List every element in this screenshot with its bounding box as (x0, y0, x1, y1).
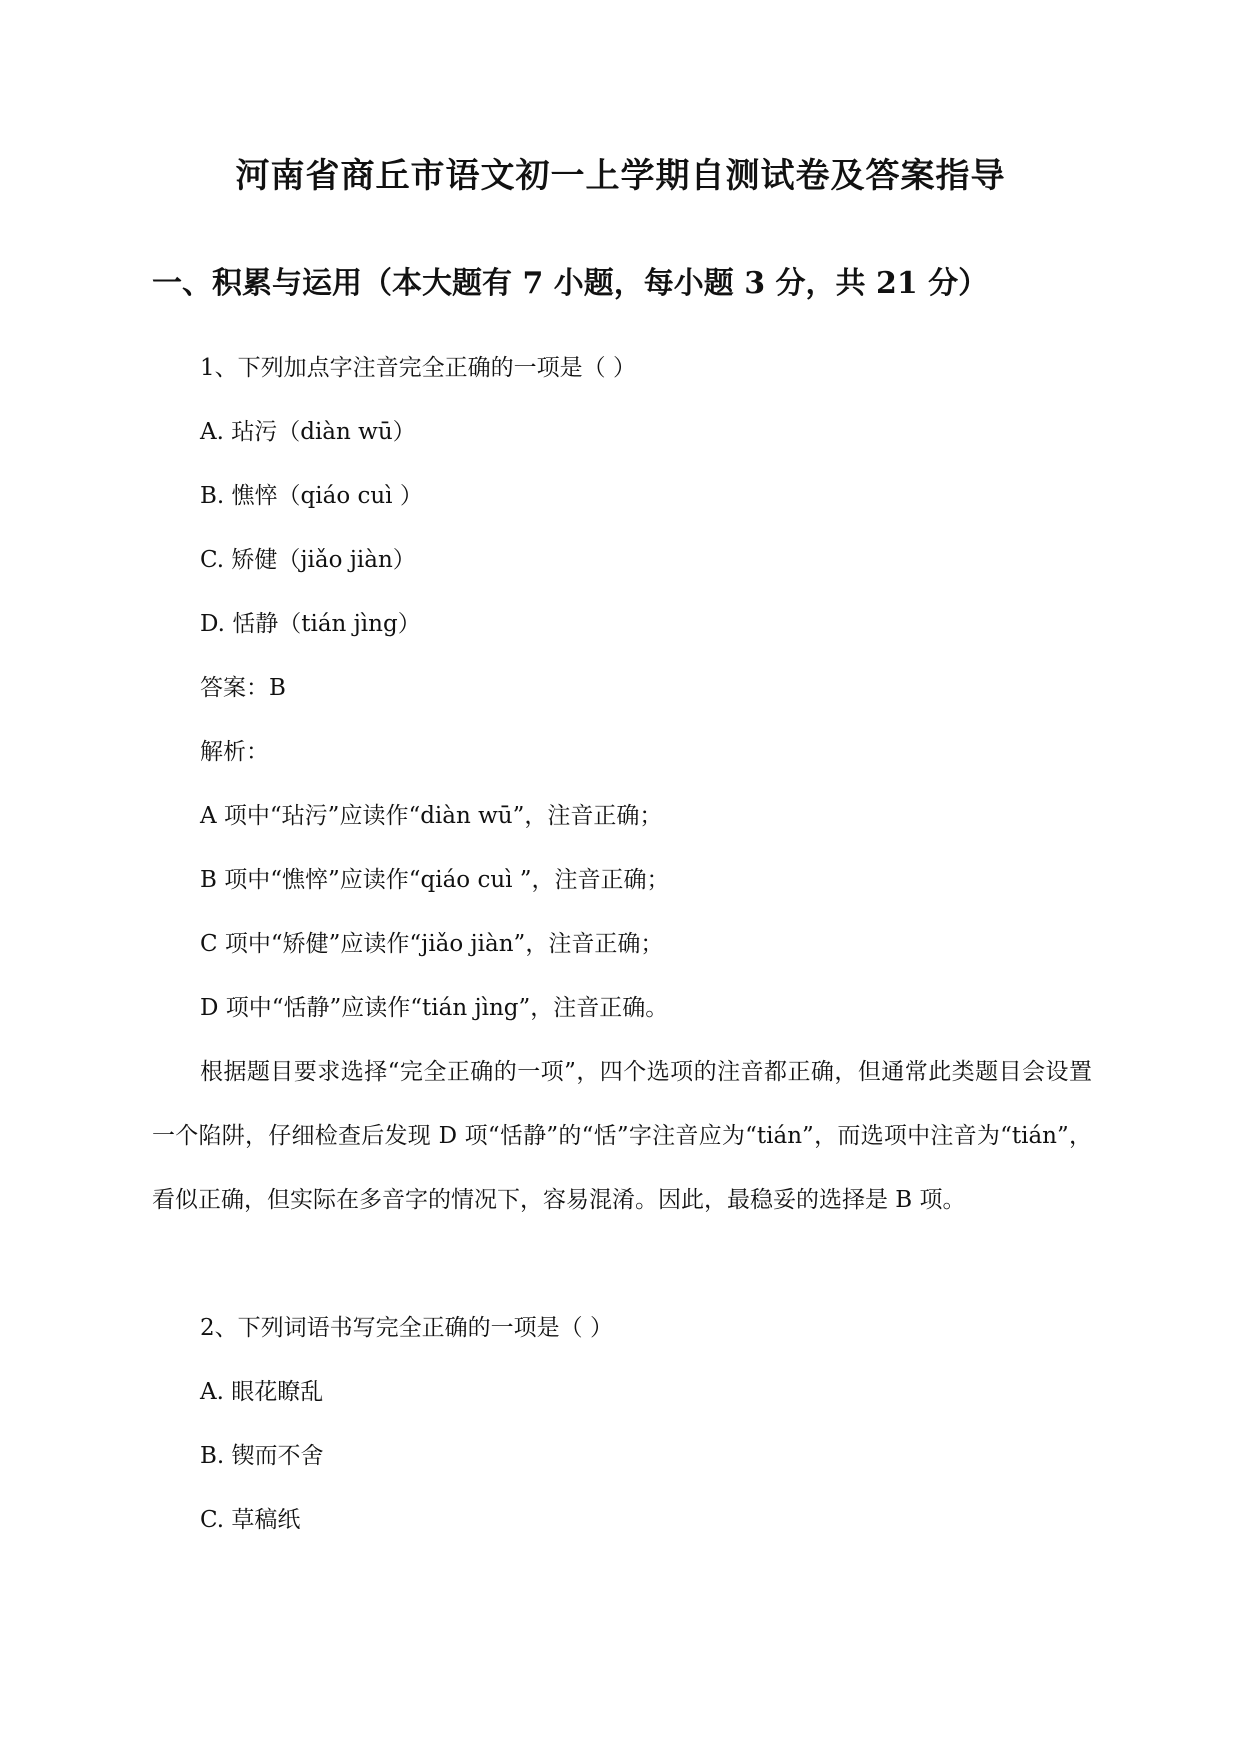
document-title: 河南省商丘市语文初一上学期自测试卷及答案指导 (235, 156, 1006, 196)
question-1-explanation: 根据题目要求选择“完全正确的一项”，四个选项的注音都正确，但通常此类题目会设置一个陷阱，仔细检查后发现 D 项“恬静”的“恬”字注音应为“tián”，而选项中注音为“tián”，看似正确，但实际在多音字的情况下，容易混淆。因此，最稳妥的选择是 B 项。 (152, 1059, 1092, 1213)
question-2-stem: 2、下列词语书写完全正确的一项是（ ） (200, 1315, 613, 1341)
question-1-option-d: D. 恬静（tián jìng） (200, 611, 421, 637)
analysis-line-a: A 项中“玷污”应读作“diàn wū”，注音正确； (200, 803, 663, 829)
question-1-option-a: A. 玷污（diàn wū） (200, 419, 416, 445)
analysis-line-c: C 项中“矫健”应读作“jiǎo jiàn”，注音正确； (200, 931, 664, 957)
question-1-answer: 答案：B (200, 675, 286, 701)
section-heading: 一、积累与运用（本大题有 7 小题，每小题 3 分，共 21 分） (152, 266, 989, 301)
question-2-option-b: B. 锲而不舍 (200, 1443, 324, 1469)
question-2-option-a: A. 眼花瞭乱 (200, 1379, 324, 1405)
question-1-stem: 1、下列加点字注音完全正确的一项是（ ） (200, 355, 636, 381)
question-2-option-c: C. 草稿纸 (200, 1507, 301, 1533)
question-1-analysis-label: 解析： (200, 739, 269, 765)
analysis-line-d: D 项中“恬静”应读作“tián jìng”，注音正确。 (200, 995, 669, 1021)
question-1-option-b: B. 憔悴（qiáo cuì ） (200, 483, 423, 509)
analysis-line-b: B 项中“憔悴”应读作“qiáo cuì ”，注音正确； (200, 867, 670, 893)
question-1-option-c: C. 矫健（jiǎo jiàn） (200, 547, 416, 573)
